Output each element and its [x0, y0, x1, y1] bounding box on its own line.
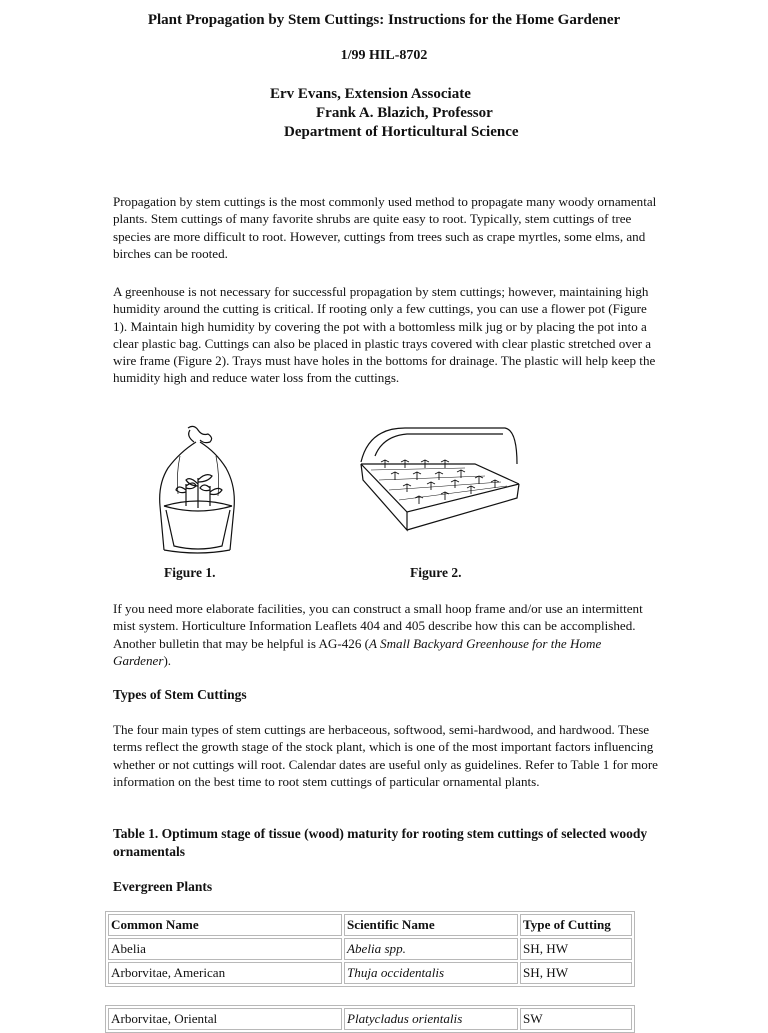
- document-id: 1/99 HIL-8702: [340, 48, 428, 63]
- cell-common-name: Arborvitae, American: [108, 962, 342, 984]
- figure-2-hoop-tray: [355, 424, 525, 558]
- evergreen-heading: Evergreen Plants: [113, 879, 213, 894]
- cell-cutting-type: SW: [520, 1008, 632, 1030]
- greenhouse-bulletin-title: A Small Backyard Greenhouse for the Home Gardener: [113, 635, 602, 668]
- figure-2-caption: Figure 2.: [410, 565, 462, 580]
- cell-common-name: Abelia: [108, 938, 342, 960]
- header-type-of-cutting: Type of Cutting: [520, 914, 632, 936]
- types-heading: Types of Stem Cuttings: [113, 687, 247, 702]
- table-row: [108, 1008, 632, 1030]
- table-row: [108, 962, 632, 984]
- facilities-paragraph: [113, 600, 658, 669]
- cell-scientific-name: Abelia spp.: [344, 938, 518, 960]
- table-row: [108, 938, 632, 960]
- table-caption: Table 1. Optimum stage of tissue (wood) maturity for rooting stem cuttings of selected woody ornamentals: [113, 826, 648, 859]
- cell-cutting-type: SH, HW: [520, 962, 632, 984]
- facilities-text-end: ).: [163, 652, 172, 668]
- cell-scientific-name: Platycladus orientalis: [344, 1008, 518, 1030]
- greenhouse-paragraph: A greenhouse is not necessary for successful propagation by stem cuttings; however, maintaining high humidity around the cutting is critical. If rooting only a few cuttings, you can use a flower pot (Figure 1). Maintain high humidity by covering the pot with a bottomless milk jug or by placing the pot into a clear plastic bag. Cuttings can also be placed in plastic trays covered with clear plastic stretched over a wire frame (Figure 2). Trays must have holes in the bottoms for drainage. The plastic will help keep the humidity high and reduce water loss from the cuttings.: [113, 284, 656, 386]
- figure-1-pot-in-bag: [150, 424, 246, 556]
- cell-common-name: Arborvitae, Oriental: [108, 1008, 342, 1030]
- figure-1-caption: Figure 1.: [164, 565, 216, 580]
- evergreen-table-continued: [105, 1005, 635, 1033]
- author-1: Erv Evans, Extension Associate: [270, 86, 471, 102]
- author-2: Frank A. Blazich, Professor: [316, 105, 493, 121]
- header-scientific-name: Scientific Name: [344, 914, 518, 936]
- document-title: Plant Propagation by Stem Cuttings: Instructions for the Home Gardener: [147, 12, 621, 28]
- intro-paragraph: Propagation by stem cuttings is the most commonly used method to propagate many woody ornamental plants. Stem cuttings of many favorite shrubs are quite easy to root. Typically, stem cuttings of tree species are more difficult to root. However, cuttings from trees such as crape myrtles, some elms, and birches can be rooted.: [113, 194, 657, 261]
- facilities-text: If you need more elaborate facilities, you can construct a small hoop frame and/or use an intermittent mist system. Horticulture Information Leaflets 404 and 405 describe how this can be accomplished. Another bulletin that may be helpful is AG-426 (: [113, 601, 643, 651]
- header-common-name: Common Name: [108, 914, 342, 936]
- cell-cutting-type: SH, HW: [520, 938, 632, 960]
- cell-scientific-name: Thuja occidentalis: [344, 962, 518, 984]
- table-header-row: [108, 914, 632, 936]
- department: Department of Horticultural Science: [284, 124, 519, 140]
- evergreen-table: [105, 911, 635, 987]
- types-paragraph: The four main types of stem cuttings are herbaceous, softwood, semi-hardwood, and hardwood. These terms reflect the growth stage of the stock plant, which is one of the most important factors influencing whether or not cuttings will root. Calendar dates are useful only as guidelines. Refer to Table 1 for more information on the best time to root stem cuttings of particular ornamental plants.: [113, 722, 658, 789]
